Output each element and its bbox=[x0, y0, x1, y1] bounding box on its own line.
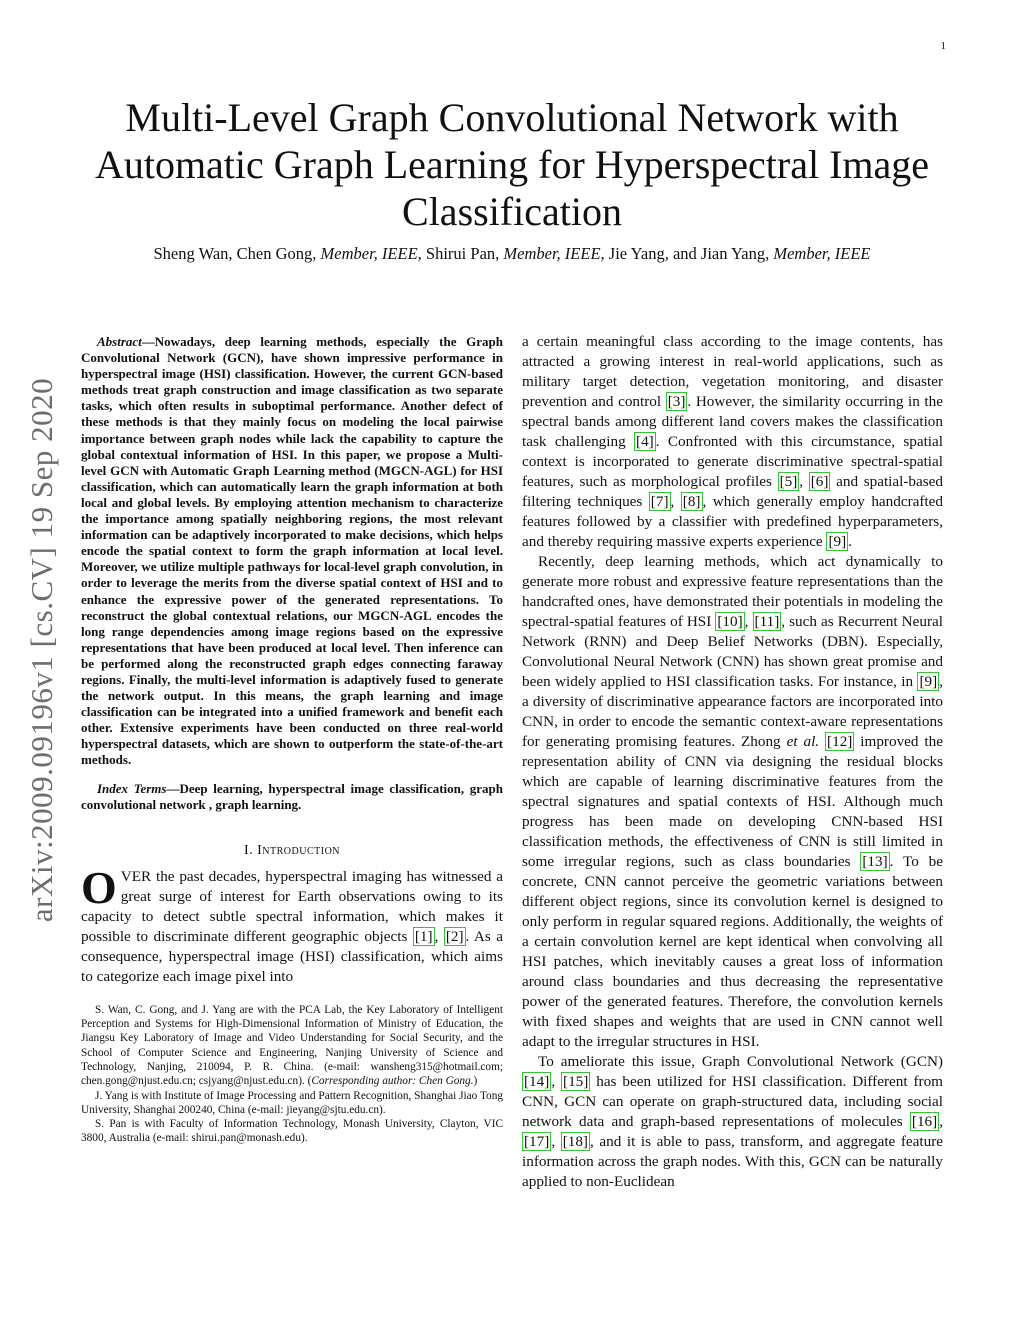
author-list bbox=[60, 244, 964, 264]
paragraph-text: . Confronted with this circumstance, spatial context is incorporated to generate discriminative spectral-spatial features, such as morphological profiles bbox=[522, 433, 943, 490]
author-membership: Member, IEEE bbox=[503, 244, 601, 263]
arxiv-identifier-stamp: arXiv:2009.09196v1 [cs.CV] 19 Sep 2020 bbox=[24, 377, 59, 923]
paragraph-text: , bbox=[799, 473, 809, 490]
author-membership: Member, IEEE bbox=[773, 244, 871, 263]
citation-link[interactable]: [12] bbox=[827, 733, 853, 750]
footnote-affiliation: J. Yang is with Institute of Image Processing and Pattern Recognition, Shanghai Jiao Tong University, Shanghai 200240, China (e-mail: jieyang@sjtu.edu.cn). bbox=[81, 1089, 503, 1116]
paragraph-text: Recently, deep learning methods, which act dynamically to generate more robust and expressive feature representations than the handcrafted ones, have demonstrated their potentials in modeling the spectral-spatial features of HSI bbox=[522, 553, 943, 630]
section-title: Introduction bbox=[257, 842, 341, 858]
citation-link[interactable]: [4] bbox=[636, 433, 654, 450]
abstract-text: —Nowadays, deep learning methods, especially the Graph Convolutional Network (GCN), have shown impressive performance in hyperspectral image (HSI) classification. However, the current GCN-based methods treat graph construction and image classification as two separate tasks, which often results in suboptimal performance. Another defect of these methods is that they mainly focus on modeling the local pairwise importance between graph nodes while lack the capability to capture the global contextual information of HSI. In this paper, we propose a Multi-level GCN with Automatic Graph Learning method (MGCN-AGL) for HSI classification, which can automatically learn the graph information at both local and global levels. By employing attention mechanism to characterize the importance among spatially neighboring regions, the most relevant information can be adaptively incorporated to make decisions, which helps encode the spatial context to form the graph information at local level. Moreover, we utilize multiple pathways for local-level graph convolution, in order to leverage the merits from the diverse spatial context of HSI and to enhance the expressive power of the generated representations. To reconstruct the global contextual relations, our MGCN-AGL encodes the long range dependencies among image regions based on the expressive representations that have been produced at local level. Then inference can be performed along the reconstructed graph edges connecting faraway regions. Finally, the multi-level information is adaptively fused to generate the network output. In this means, the graph learning and image classification can be integrated into a unified framework and benefit each other. Extensive experiments have been conducted on three real-world hyperspectral datasets, which are shown to outperform the state-of-the-art methods. bbox=[81, 334, 503, 768]
citation-link[interactable]: [11] bbox=[754, 613, 780, 630]
section-heading bbox=[81, 843, 503, 859]
author-names: , Jie Yang, and Jian Yang, bbox=[600, 244, 774, 263]
index-terms-label: Index Terms bbox=[97, 780, 167, 796]
citation-link[interactable]: [6] bbox=[810, 473, 829, 490]
paragraph-text: , bbox=[551, 1133, 561, 1150]
title-line: Classification bbox=[402, 189, 622, 234]
paragraph-text: . bbox=[848, 533, 852, 550]
intro-text: VER the past decades, hyperspectral imaging has witnessed a great surge of interest for Earth observations owing to its capacity to detect subtle spectral information, which makes it possible to discriminate different geographic objects bbox=[81, 867, 503, 945]
author-membership: Member, IEEE bbox=[320, 244, 418, 263]
paragraph-text: , bbox=[670, 493, 681, 510]
body-paragraph bbox=[522, 1052, 943, 1192]
footnotes bbox=[81, 1003, 503, 1146]
paragraph-text: . To be concrete, CNN cannot perceive the geometric variations between different object regions, since its convolution kernel is designed to only perform in regular squared regions. Additionally, the weights of a certain convolution kernel are kept identical when convolving all HSI patches, which inevitably causes a great loss of information around class boundaries and thus decreasing the representative power of the generated features. Therefore, the convolution kernels with fixed shapes and weights that are used in CNN cannot well adapt to the irregular structures in HSI. bbox=[522, 853, 943, 1050]
paragraph-text: , which generally employ handcrafted features followed by a classifier with predefined hyperparameters, and thereby requiring massive experts experience bbox=[522, 493, 943, 550]
paragraph-text: , bbox=[551, 1073, 562, 1090]
citation-link[interactable]: [15] bbox=[563, 1073, 589, 1090]
citation-link[interactable]: [18] bbox=[562, 1133, 588, 1150]
citation-link[interactable]: [1] bbox=[414, 927, 433, 945]
emphasis-text: et al. bbox=[786, 733, 820, 750]
footnote-text: ) bbox=[473, 1075, 478, 1088]
title-line: Multi-Level Graph Convolutional Network with bbox=[125, 95, 899, 140]
paragraph-text: , bbox=[939, 1113, 943, 1130]
paragraph-text: a certain meaningful class according to the image contents, has attracted a growing interest in real-world applications, such as military target detection, vegetation monitoring, and disaster prevention and control bbox=[522, 333, 943, 410]
drop-cap: O bbox=[81, 861, 117, 913]
intro-text: . As a consequence, hyperspectral image (HSI) classification, which aims to categorize each image pixel into bbox=[81, 927, 504, 985]
paragraph-text: . However, the similarity occurring in the spectral bands among different land covers makes the classification task challenging bbox=[522, 393, 943, 450]
citation-link[interactable]: [2] bbox=[445, 927, 464, 945]
left-column bbox=[81, 334, 503, 1146]
paragraph-text: , and it is able to pass, transform, and aggregate feature information across the graph nodes. With this, GCN can be naturally applied to non-Euclidean bbox=[522, 1133, 943, 1190]
footnote-affiliation bbox=[81, 1003, 503, 1089]
abstract-label: Abstract bbox=[97, 334, 142, 349]
citation-link[interactable]: [3] bbox=[667, 393, 686, 410]
paper-title bbox=[70, 94, 954, 235]
citation-link[interactable]: [13] bbox=[862, 853, 888, 870]
paragraph-text: To ameliorate this issue, Graph Convolutional Network (GCN) bbox=[538, 1053, 943, 1070]
index-terms bbox=[81, 781, 503, 813]
body-paragraph bbox=[522, 552, 943, 1052]
title-line: Automatic Graph Learning for Hyperspectral Image bbox=[94, 142, 930, 187]
right-column bbox=[522, 332, 943, 1192]
paragraph-text: , a diversity of discriminative appearance factors are incorporated into CNN, in order to encode the semantic context-aware representations for generating promising features. Zhong bbox=[522, 673, 943, 750]
citation-link[interactable]: [5] bbox=[779, 473, 798, 490]
citation-link[interactable]: [17] bbox=[524, 1133, 550, 1150]
page-number: 1 bbox=[940, 40, 946, 52]
citation-link[interactable]: [9] bbox=[828, 533, 847, 550]
citation-link[interactable]: [7] bbox=[650, 493, 669, 510]
citation-link[interactable]: [14] bbox=[524, 1073, 550, 1090]
paragraph-text: improved the representation ability of CNN via designing the residual blocks which are capable of learning discriminative features from the spectral signatures and spatial contexts of HSI. Although much progress has been made on developing CNN-based HSI classification methods, the effectiveness of CNN is still limited in some irregular regions, such as class boundaries bbox=[522, 733, 943, 870]
citation-link[interactable]: [10] bbox=[717, 613, 743, 630]
citation-link[interactable]: [8] bbox=[682, 493, 701, 510]
abstract bbox=[81, 334, 503, 769]
body-paragraph bbox=[522, 332, 943, 552]
author-names: Sheng Wan, Chen Gong, bbox=[153, 244, 321, 263]
citation-link[interactable]: [16] bbox=[911, 1113, 938, 1130]
citation-link[interactable]: [9] bbox=[919, 673, 938, 690]
footnote-affiliation: S. Pan is with Faculty of Information Technology, Monash University, Clayton, VIC 3800, Australia (e-mail: shirui.pan@monash.edu). bbox=[81, 1118, 503, 1145]
intro-paragraph bbox=[81, 861, 504, 987]
paragraph-text: , such as Recurrent Neural Network (RNN) and Deep Belief Networks (DBN). Especially, Convolutional Neural Network (CNN) has shown great promise and been widely applied to HSI classification tasks. For instance, in bbox=[522, 613, 943, 690]
footnote-text: S. Wan, C. Gong, and J. Yang are with the PCA Lab, the Key Laboratory of Intelligent Perception and Systems for High-Dimensional Information of Ministry of Education, the Jiangsu Key Laboratory of Image and Video Understanding for Social Security, and the School of Computer Science and Engineering, Nanjing University of Science and Technology, Nanjing, 210094, P. R. China. (e-mail: wansheng315@hotmail.com; chen.gong@njust.edu.cn; csjyang@njust.edu.cn). ( bbox=[81, 1003, 503, 1088]
corresponding-author: Corresponding author: Chen Gong. bbox=[311, 1075, 474, 1088]
intro-text: , bbox=[434, 927, 444, 945]
paragraph-text: has been utilized for HSI classification. Different from CNN, GCN can operate on graph-structured data, including social network data and graph-based representations of molecules bbox=[522, 1073, 943, 1130]
index-terms-text: —Deep learning, hyperspectral image classification, graph convolutional network , graph learning. bbox=[81, 780, 503, 812]
paragraph-text: and spatial-based filtering techniques bbox=[522, 473, 943, 510]
author-names: , Shirui Pan, bbox=[417, 244, 504, 263]
paragraph-text: , bbox=[744, 613, 753, 630]
section-numeral: I. bbox=[243, 842, 258, 858]
